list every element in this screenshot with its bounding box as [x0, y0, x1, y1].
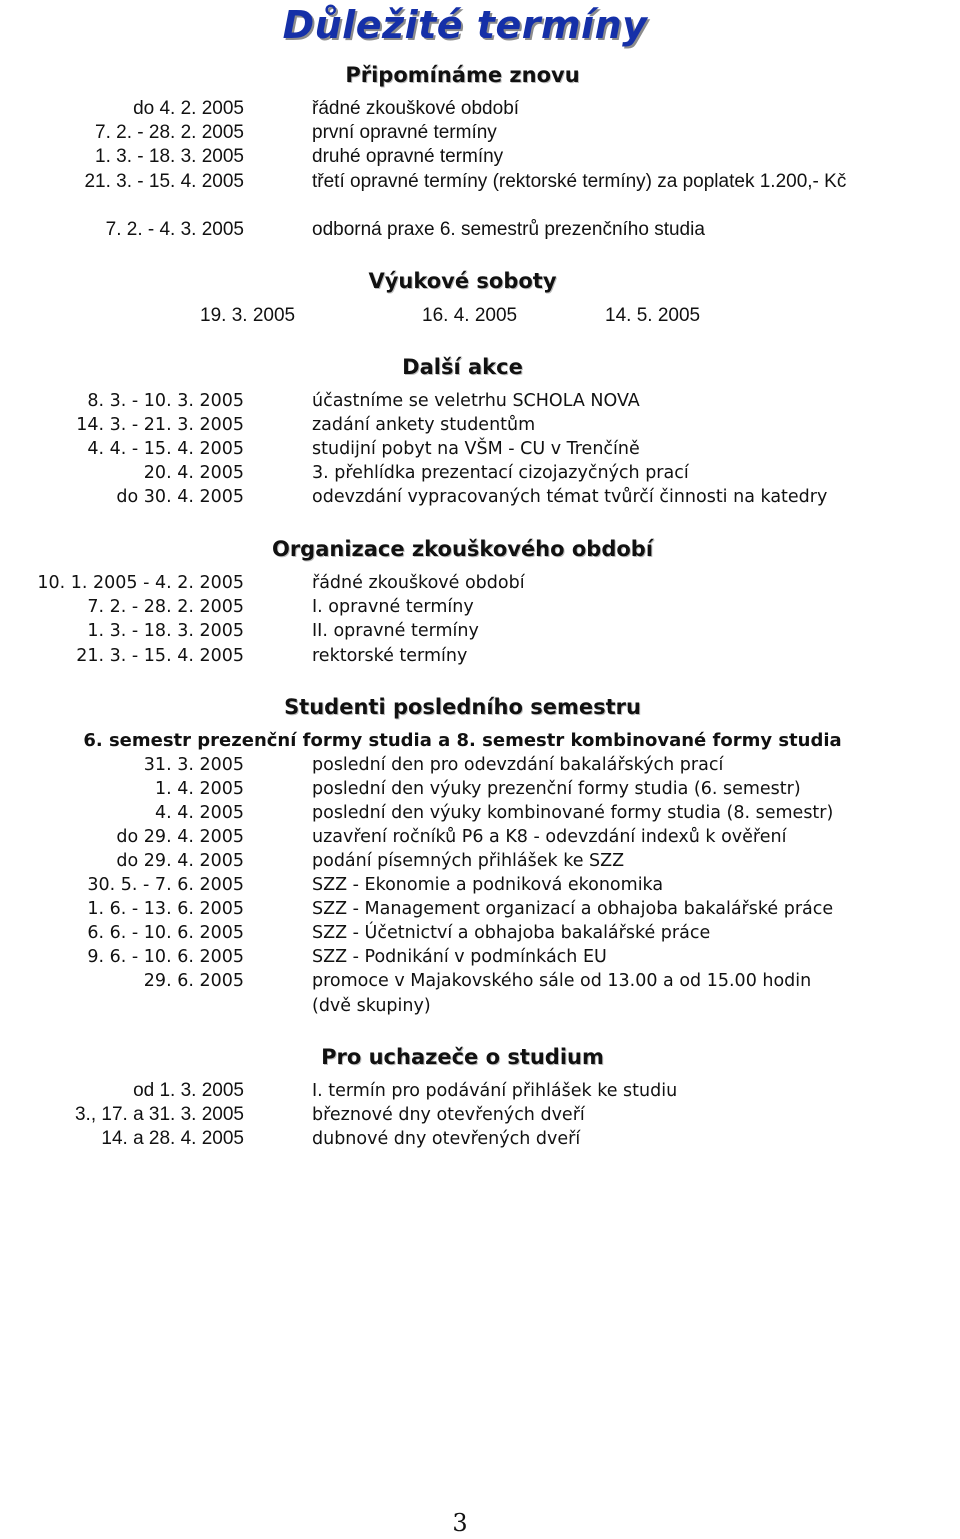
- text: poslední den výuky prezenční formy studia (6. semestr): [312, 779, 801, 799]
- text: řádné zkouškové období: [312, 573, 525, 593]
- date: 1. 4. 2005: [154, 779, 244, 799]
- text: SZZ - Podnikání v podmínkách EU: [312, 947, 607, 967]
- text: SZZ - Ekonomie a podniková ekonomika: [312, 875, 664, 895]
- text: zadání ankety studentům: [312, 415, 536, 435]
- date: 3., 17. a 31. 3. 2005: [74, 1104, 244, 1125]
- section-heading-uchazeci: Pro uchazeče o studium: [321, 1045, 604, 1069]
- text: II. opravné termíny: [312, 621, 479, 641]
- text: třetí opravné termíny (rektorské termíny) za poplatek 1.200,- Kč: [312, 171, 847, 192]
- text: SZZ - Management organizací a obhajoba bakalářské práce: [312, 899, 834, 919]
- date: 8. 3. - 10. 3. 2005: [87, 391, 244, 411]
- date: 31. 3. 2005: [143, 755, 244, 775]
- date: 10. 1. 2005 - 4. 2. 2005: [37, 573, 244, 593]
- text: rektorské termíny: [312, 646, 468, 666]
- text: dubnové dny otevřených dveří: [312, 1129, 581, 1149]
- text: odborná praxe 6. semestrů prezenčního studia: [312, 219, 705, 240]
- date: 4. 4. - 15. 4. 2005: [87, 439, 244, 459]
- date: 9. 6. - 10. 6. 2005: [87, 947, 244, 967]
- date: 1. 6. - 13. 6. 2005: [87, 899, 244, 919]
- text: SZZ - Účetnictví a obhajoba bakalářské práce: [312, 923, 711, 943]
- section-heading-studenti: Studenti posledního semestru: [284, 695, 641, 719]
- date: 20. 4. 2005: [143, 463, 244, 483]
- date: do 29. 4. 2005: [116, 851, 244, 871]
- date: 4. 4. 2005: [154, 803, 244, 823]
- text-continuation: (dvě skupiny): [312, 996, 431, 1016]
- date: 14. a 28. 4. 2005: [101, 1128, 244, 1149]
- date: 6. 6. - 10. 6. 2005: [87, 923, 244, 943]
- text: podání písemných přihlášek ke SZZ: [312, 851, 625, 871]
- date: do 29. 4. 2005: [116, 827, 244, 847]
- text: řádné zkouškové období: [312, 98, 520, 119]
- text: promoce v Majakovského sále od 13.00 a od 15.00 hodin: [312, 971, 812, 991]
- section-heading-organizace: Organizace zkouškového období: [271, 537, 654, 561]
- date: 7. 2. - 4. 3. 2005: [105, 219, 244, 240]
- text: březnové dny otevřených dveří: [312, 1105, 585, 1125]
- date: 14. 3. - 21. 3. 2005: [76, 415, 244, 435]
- text: první opravné termíny: [312, 122, 497, 143]
- text: poslední den výuky kombinované formy studia (8. semestr): [312, 803, 834, 823]
- text: I. opravné termíny: [312, 597, 474, 617]
- section-heading-dalsi: Další akce: [402, 355, 523, 379]
- date: 29. 6. 2005: [143, 971, 244, 991]
- text: druhé opravné termíny: [312, 146, 504, 167]
- date: 7. 2. - 28. 2. 2005: [95, 122, 244, 143]
- date: 1. 3. - 18. 3. 2005: [87, 621, 244, 641]
- text: I. termín pro podávání přihlášek ke studiu: [312, 1081, 678, 1101]
- text: odevzdání vypracovaných témat tvůrčí činnosti na katedry: [312, 487, 828, 507]
- section-heading-soboty: Výukové soboty: [368, 269, 557, 293]
- page-number: 3: [452, 1509, 468, 1537]
- date: 21. 3. - 15. 4. 2005: [76, 646, 244, 666]
- saturday-date: 19. 3. 2005: [200, 305, 296, 326]
- section-heading-pripominame: Připomínáme znovu: [345, 63, 580, 87]
- date: 21. 3. - 15. 4. 2005: [84, 171, 244, 192]
- page-title: Důležité termíny: [282, 3, 648, 47]
- saturday-date: 14. 5. 2005: [605, 305, 701, 326]
- date: 7. 2. - 28. 2. 2005: [87, 597, 244, 617]
- section-subheading: 6. semestr prezenční formy studia a 8. semestr kombinované formy studia: [83, 730, 842, 751]
- date: do 4. 2. 2005: [133, 98, 244, 119]
- date: od 1. 3. 2005: [133, 1080, 244, 1101]
- text: 3. přehlídka prezentací cizojazyčných prací: [312, 463, 689, 483]
- saturday-date: 16. 4. 2005: [422, 305, 518, 326]
- date: do 30. 4. 2005: [116, 487, 244, 507]
- text: uzavření ročníků P6 a K8 - odevzdání indexů k ověření: [312, 827, 787, 847]
- text: studijní pobyt na VŠM - CU v Trenčíně: [312, 439, 640, 459]
- text: poslední den pro odevzdání bakalářských prací: [312, 755, 724, 775]
- date: 30. 5. - 7. 6. 2005: [87, 875, 244, 895]
- text: účastníme se veletrhu SCHOLA NOVA: [312, 391, 640, 411]
- date: 1. 3. - 18. 3. 2005: [95, 146, 244, 167]
